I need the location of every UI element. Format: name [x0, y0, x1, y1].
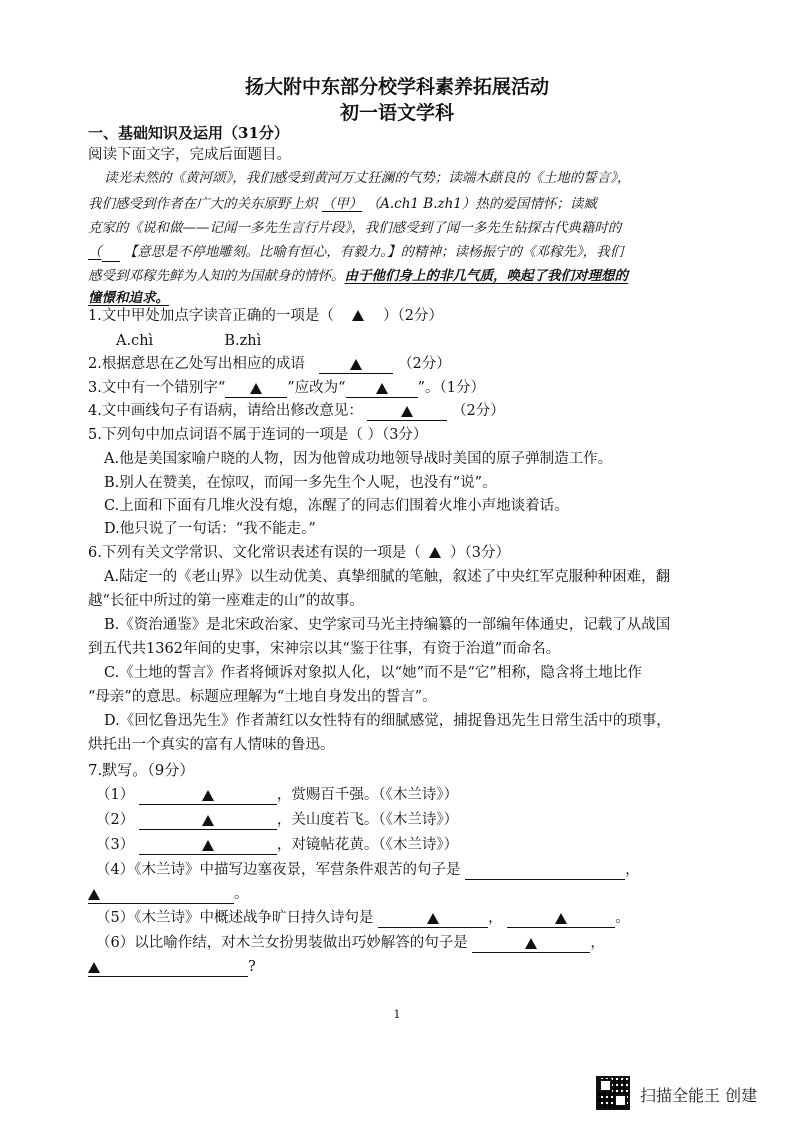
q7-2-blank[interactable]: [139, 813, 277, 830]
answer-triangle-icon: [429, 547, 441, 558]
q3-mid: ”应改为“: [287, 380, 346, 396]
blank-yi-line: [102, 245, 120, 262]
underlined-sentence: 由于他们身上的非几气质，唤起了我们对理想的: [344, 268, 628, 284]
q7-item-5: （5）《木兰诗》中概述战争旷日持久诗句是 ， 。: [96, 910, 630, 926]
q6-option-c-line2: “母亲”的意思。标题应理解为“土地自身发出的誓言”。: [88, 689, 437, 705]
q7-5-text: （5）《木兰诗》中概述战争旷日持久诗句是: [96, 910, 374, 926]
answer-triangle-icon: [202, 840, 214, 851]
passage-text: 感受到邓稼先鲜为人知的为国献身的情怀。: [88, 268, 345, 284]
q7-item-4: （4）《木兰诗》中描写边塞夜景，军营条件艰苦的句子是 ，: [96, 862, 640, 878]
question-6: [88, 543, 714, 563]
passage-line-6: [88, 288, 714, 308]
q1-option-b: B.zhì: [224, 333, 262, 349]
answer-triangle-icon: [350, 359, 362, 370]
q7-1-number: （1）: [96, 787, 135, 803]
qr-code-icon: [596, 1076, 630, 1110]
q3-blank-wrong[interactable]: [225, 381, 287, 398]
q7-4-text: （4）《木兰诗》中描写边塞夜景，军营条件艰苦的句子是: [96, 862, 461, 878]
q7-6-blank-b[interactable]: [88, 960, 248, 977]
q5-option-d: D.他只说了一句话：“我不能走。”: [104, 521, 316, 537]
q7-item-6-cont: ?: [88, 957, 714, 977]
answer-triangle-icon: [202, 790, 214, 801]
q7-6-blank-a[interactable]: [472, 936, 590, 953]
q7-item-1: [96, 785, 714, 805]
passage-line-3: 克家的《说和做——记闻一多先生言行片段》，我们感受到了闻一多先生钻探古代典籍时的: [88, 220, 622, 236]
answer-triangle-icon: [555, 913, 567, 924]
q7-3-blank[interactable]: [139, 838, 277, 855]
q7-2-text: ，关山度若飞。（《木兰诗》）: [276, 812, 459, 828]
q1-score: ）（2分）: [383, 308, 444, 324]
question-1: [88, 306, 714, 326]
question-2: [88, 354, 714, 374]
q5-option-a: A.他是美国家喻户晓的人物，因为他曾成功地领导战时美国的原子弹制造工作。: [104, 451, 613, 467]
q7-item-3: [96, 835, 714, 855]
reading-intro: 阅读下面文字，完成后面题目。: [88, 147, 291, 163]
q6-option-a-line1: A.陆定一的《老山界》以生动优美、真挚细腻的笔触，叙述了中央红军克服种种困难，翻: [104, 569, 671, 585]
q7-6-text: （6）以比喻作结，对木兰女扮男装做出巧妙解答的句子是: [96, 935, 468, 951]
answer-triangle-icon: [250, 383, 262, 394]
question-5: 5.下列句中加点词语不属于连词的一项是（ ）（3分）: [88, 427, 428, 443]
answer-triangle-icon: [88, 889, 100, 900]
passage-line-2: [88, 194, 714, 214]
q6-option-c-line1: C.《土地的誓言》作者将倾诉对象拟人化，以“她”而不是“它”相称，隐含将土地比作: [104, 665, 642, 681]
q7-3-text: ，对镜帖花黄。（《木兰诗》）: [276, 837, 459, 853]
exam-subtitle: 初一语文学科: [339, 102, 454, 124]
answer-triangle-icon: [202, 815, 214, 826]
passage-line-1: 读光未然的《黄河颂》，我们感受到黄河万丈狂澜的气势；读端木蕻良的《土地的誓言》，: [104, 170, 631, 186]
q7-item-2: [96, 810, 714, 830]
q7-item-6: （6）以比喻作结，对木兰女扮男装做出巧妙解答的句子是 ，: [96, 935, 605, 951]
q7-5-blank-a[interactable]: [378, 911, 488, 928]
q1-options: [116, 331, 714, 351]
q2-score: （2分）: [398, 356, 451, 372]
blank-yi: （: [88, 244, 102, 260]
q7-item-4-cont: 。: [88, 884, 714, 904]
q6-option-b-line2: 到五代共1362年间的史事，宋神宗以其“鉴于往事，有资于治道”而命名。: [88, 641, 561, 657]
q5-option-c: C.上面和下面有几堆火没有熄，冻醒了的同志们围着火堆小声地谈着话。: [104, 498, 569, 514]
passage-text: （A.ch1 B.zh1）热的爱国情怀；读臧: [366, 196, 597, 212]
q6-option-d-line2: 烘托出一个真实的富有人情味的鲁迅。: [88, 737, 335, 753]
q7-1-blank[interactable]: [139, 788, 277, 805]
q6-score: ）（3分）: [450, 545, 511, 561]
q2-answer-blank[interactable]: [319, 357, 393, 374]
q7-4-blank-a[interactable]: [465, 863, 625, 880]
passage-text: 我们感受到作者在广大的关东原野上炽: [88, 196, 318, 212]
q4-text: 4.文中画线句子有语病，请给出修改意见：: [88, 403, 363, 419]
q6-option-d-line1: D.《回忆鲁迅先生》作者萧红以女性特有的细腻感觉，捕捉鲁迅先生日常生活中的琐事，: [104, 713, 671, 729]
q3-text: 3.文中有一个错别字“: [88, 380, 226, 396]
section-heading: 一、基础知识及运用（31分）: [88, 124, 289, 142]
q7-1-text: ，赏赐百千强。（《木兰诗》）: [276, 787, 459, 803]
q1-text: 1.文中甲处加点字读音正确的一项是（: [88, 308, 334, 324]
q7-3-number: （3）: [96, 837, 135, 853]
passage-text: 【意思是不停地雕刻。比喻有恒心，有毅力。】的精神；读杨振宁的《邓稼先》，我们: [123, 244, 624, 260]
q4-score: （2分）: [452, 403, 505, 419]
answer-triangle-icon: [376, 383, 388, 394]
q7-2-number: （2）: [96, 812, 135, 828]
question-3: [88, 378, 714, 398]
answer-triangle-icon: [427, 913, 439, 924]
question-4: [88, 401, 714, 421]
passage-line-5: [88, 266, 714, 286]
q6-text: 6.下列有关文学常识、文化常识表述有误的一项是（: [88, 545, 421, 561]
answer-triangle-icon: [88, 962, 100, 973]
answer-triangle-icon: [525, 938, 537, 949]
q4-answer-blank[interactable]: [367, 404, 447, 421]
scanner-watermark: 扫描全能王 创建: [640, 1086, 758, 1105]
q3-blank-correct[interactable]: [346, 381, 418, 398]
q1-option-a: A.chì: [116, 333, 154, 349]
underlined-sentence-end: 憧憬和追求。: [88, 290, 169, 306]
q2-text: 2.根据意思在乙处写出相应的成语: [88, 356, 305, 372]
q6-option-a-line2: 越“长征中所过的第一座难走的山”的故事。: [88, 593, 364, 609]
passage-line-4: [88, 242, 714, 262]
exam-title: 扬大附中东部分校学科素养拓展活动: [244, 76, 549, 98]
answer-triangle-icon: [352, 310, 364, 321]
q5-option-b: B.别人在赞美，在惊叹，而闻一多先生个人呢，也没有“说”。: [104, 475, 497, 491]
q3-score: ”。（1分）: [417, 380, 485, 396]
q7-5-blank-b[interactable]: [507, 911, 615, 928]
question-7: 7.默写。（9分）: [88, 761, 195, 779]
page-number: 1: [393, 1008, 401, 1021]
answer-triangle-icon: [401, 406, 413, 417]
blank-jia: （甲）: [321, 196, 363, 212]
q6-option-b-line1: B.《资治通鉴》是北宋政治家、史学家司马光主持编纂的一部编年体通史，记载了从战国: [104, 617, 671, 633]
q7-4-blank-b[interactable]: [88, 887, 234, 904]
